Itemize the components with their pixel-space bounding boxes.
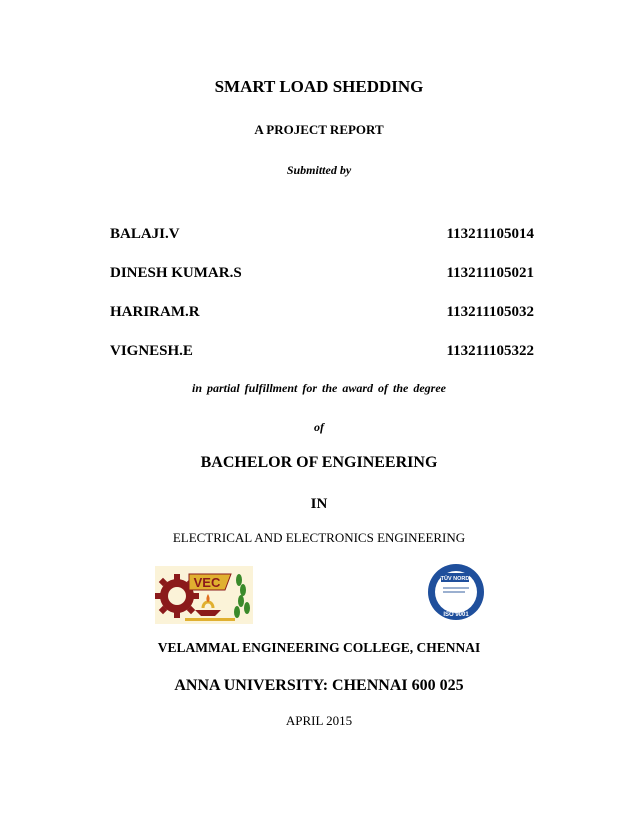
iso-certification-logo <box>427 563 485 621</box>
student-number: 113211105322 <box>446 343 534 359</box>
report-subtitle: A PROJECT REPORT <box>254 122 384 137</box>
report-title: SMART LOAD SHEDDING <box>214 77 424 96</box>
student-number: 113211105032 <box>446 304 534 320</box>
of-text: of <box>314 420 324 434</box>
report-date: APRIL 2015 <box>285 713 353 728</box>
submitted-by-label: Submitted by <box>286 163 352 177</box>
student-row <box>110 304 534 324</box>
student-name: BALAJI.V <box>110 226 180 242</box>
student-row <box>110 343 534 363</box>
partial-fulfillment-text: in partial fulfillment for the award of the degree <box>191 381 446 395</box>
college-name: VELAMMAL ENGINEERING COLLEGE, CHENNAI <box>157 640 481 655</box>
branch-name: ELECTRICAL AND ELECTRONICS ENGINEERING <box>172 530 466 545</box>
student-name: DINESH KUMAR.S <box>110 265 242 281</box>
iso-logo-top-text: TÜV NORD <box>440 576 470 582</box>
iso-logo-bottom-text: ISO 9001 <box>443 612 469 618</box>
student-name: HARIRAM.R <box>110 304 200 320</box>
university-name: ANNA UNIVERSITY: CHENNAI 600 025 <box>174 677 464 694</box>
in-text: IN <box>310 496 328 512</box>
student-number: 113211105021 <box>446 265 534 281</box>
student-name: VIGNESH.E <box>110 343 193 359</box>
college-logo-text: VEC <box>193 575 221 590</box>
student-row <box>110 226 534 246</box>
student-number: 113211105014 <box>446 226 534 242</box>
student-row <box>110 265 534 285</box>
degree-title: BACHELOR OF ENGINEERING <box>200 454 438 471</box>
college-logo <box>155 566 253 624</box>
